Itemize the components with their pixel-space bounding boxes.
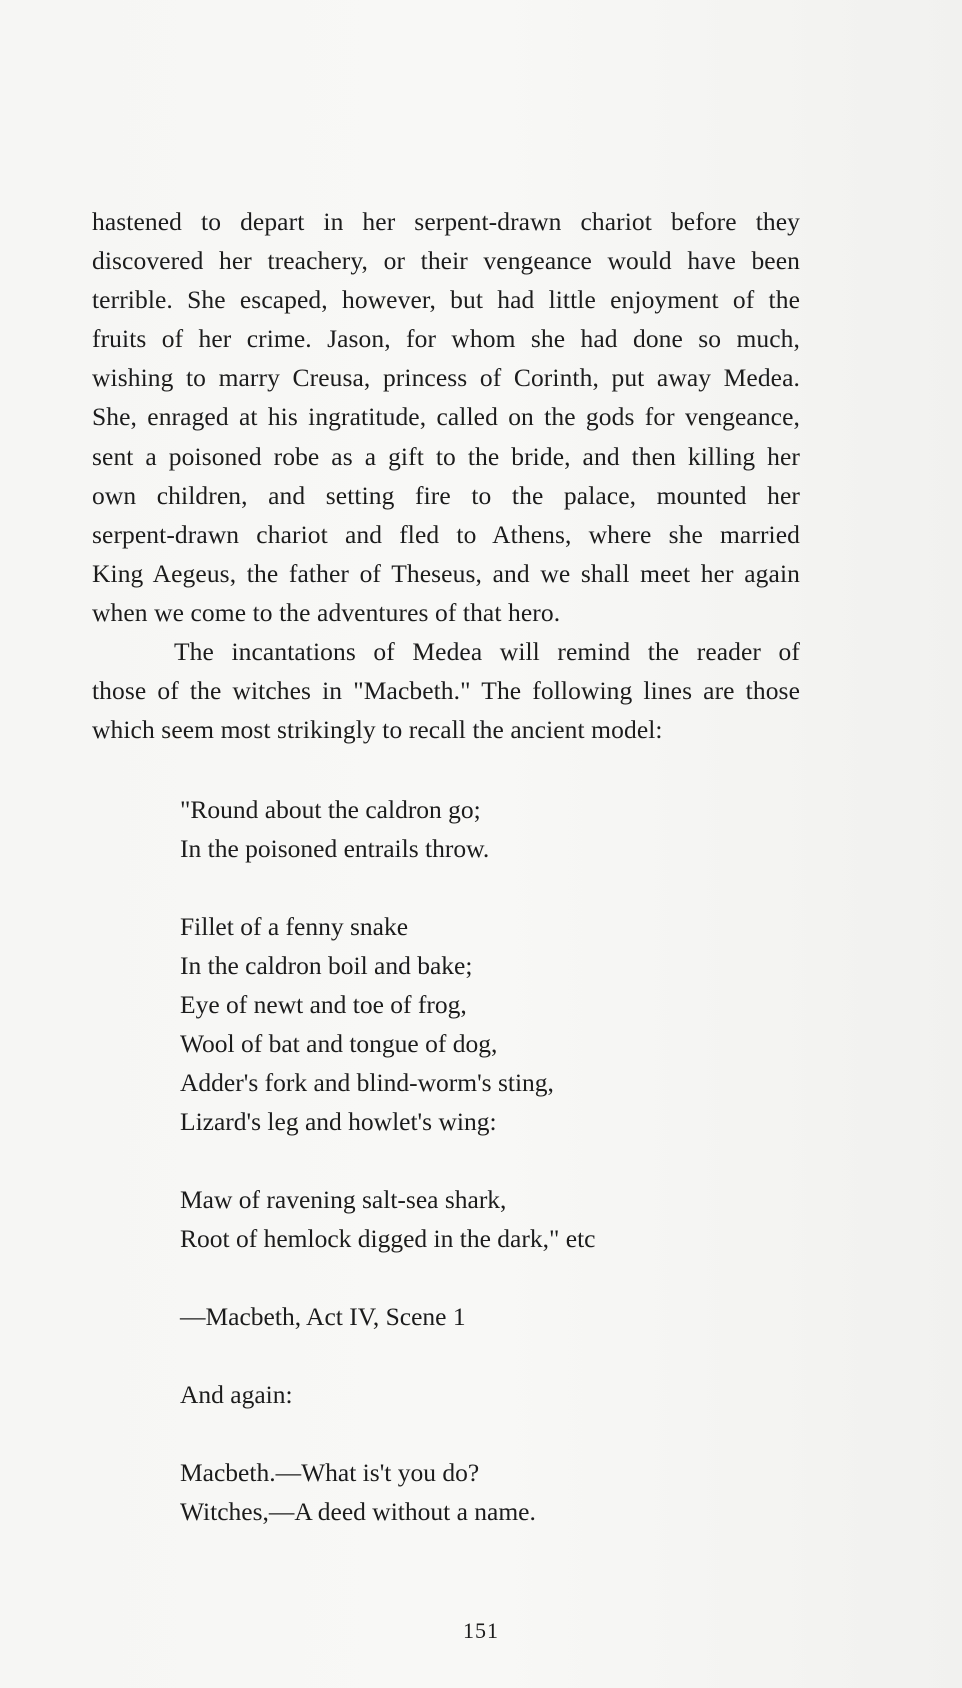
text-line: own children, and setting fire to the palace, mounted her	[92, 480, 800, 510]
stanza-ingredients	[180, 907, 800, 1141]
verse-line: Lizard's leg and howlet's wing:	[180, 1107, 497, 1136]
verse-line: Fillet of a fenny snake	[180, 912, 409, 941]
verse-attribution-block	[180, 1297, 800, 1336]
dialogue-block	[180, 1453, 800, 1531]
verse-quotation	[180, 790, 800, 1531]
verse-attribution: —Macbeth, Act IV, Scene 1	[180, 1302, 466, 1331]
intro-again-block	[180, 1375, 800, 1414]
verse-line: In the poisoned entrails throw.	[180, 834, 490, 863]
text-line: when we come to the adventures of that hero.	[92, 597, 561, 627]
text-line: She, enraged at his ingratitude, called on the gods for vengeance,	[92, 402, 800, 432]
text-line: serpent-drawn chariot and fled to Athens, where she married	[92, 519, 800, 549]
text-line: wishing to marry Creusa, princess of Corinth, put away Medea.	[92, 363, 800, 393]
dialogue-line: Witches,—A deed without a name.	[180, 1497, 536, 1526]
text-line: those of the witches in "Macbeth." The following lines are those	[92, 676, 800, 706]
verse-line: Root of hemlock digged in the dark," etc	[180, 1224, 596, 1253]
text-line: terrible. She escaped, however, but had little enjoyment of the	[92, 285, 800, 315]
paragraph-medea-flight	[92, 202, 800, 632]
verse-line: Adder's fork and blind-worm's sting,	[180, 1068, 554, 1097]
dialogue-line: Macbeth.—What is't you do?	[180, 1458, 480, 1487]
text-line: fruits of her crime. Jason, for whom she had done so much,	[92, 324, 800, 354]
verse-line: Eye of newt and toe of frog,	[180, 990, 467, 1019]
text-line: King Aegeus, the father of Theseus, and we shall meet her again	[92, 558, 800, 588]
text-line: The incantations of Medea will remind the reader of	[174, 637, 800, 667]
stanza-shark	[180, 1180, 800, 1258]
paragraph-incantations	[92, 632, 800, 749]
text-line: discovered her treachery, or their vengeance would have been	[92, 246, 800, 276]
page-number: 151	[463, 1618, 499, 1643]
verse-line: Wool of bat and tongue of dog,	[180, 1029, 498, 1058]
stanza-caldron	[180, 790, 800, 868]
verse-line: Maw of ravening salt-sea shark,	[180, 1185, 507, 1214]
verse-line: In the caldron boil and bake;	[180, 951, 473, 980]
text-line: which seem most strikingly to recall the ancient model:	[92, 715, 663, 745]
verse-line: "Round about the caldron go;	[180, 795, 481, 824]
text-line: hastened to depart in her serpent-drawn chariot before they	[92, 207, 800, 236]
intro-again: And again:	[180, 1380, 293, 1409]
text-line: sent a poisoned robe as a gift to the bride, and then killing her	[92, 441, 800, 471]
prose-body	[92, 202, 800, 749]
